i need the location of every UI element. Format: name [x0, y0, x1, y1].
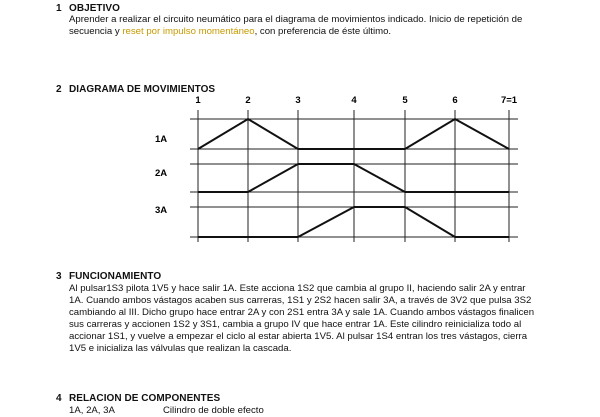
- section-4-title: RELACION DE COMPONENTES: [69, 393, 221, 404]
- objective-line-2-start: secuencia y: [69, 26, 123, 37]
- funcionamiento-line-3: cambiando al III. Dicho grupo hace entrar 2A y con 2S1 entra 3A y sale 1A. Cuando ambos vástagos finalicen: [69, 307, 535, 318]
- funcionamiento-line-1: Al pulsar1S3 pilota 1V5 y hace salir 1A. Este acciona 1S2 que cambia al grupo II, haciendo salir 2A y entrar: [69, 283, 526, 294]
- step-label-6: 6: [452, 95, 458, 106]
- section-3-title: FUNCIONAMIENTO: [69, 271, 162, 282]
- step-label-3: 3: [295, 95, 301, 106]
- funcionamiento-line-5: accionar 1S1, y vuelve a empezar el ciclo al estar abierta 1V5. Al pulsar 1S4 entran los tres vástagos, cierra: [69, 331, 528, 342]
- cylinder-label-1A: 1A: [155, 134, 168, 145]
- objective-line-2-end: , con preferencia de éste último.: [254, 26, 392, 37]
- step-label-7: 7=1: [500, 95, 518, 106]
- cylinder-label-2A: 2A: [155, 168, 168, 179]
- step-label-4: 4: [351, 95, 357, 106]
- section-3-number: 3: [56, 271, 62, 282]
- funcionamiento-line-2: 1A. Cuando ambos vástagos acaben sus carreras, 1S1 y 2S2 hacen salir 3A, a través de 3V2 que pulsa 3S2: [69, 295, 532, 306]
- component-description: Cilindro de doble efecto: [163, 405, 264, 416]
- step-label-1: 1: [195, 95, 201, 106]
- cylinder-label-3A: 3A: [155, 205, 168, 216]
- funcionamiento-line-6: 1V5 e inicializa las válvulas que realizan la cascada.: [69, 343, 292, 354]
- section-1-number: 1: [56, 3, 62, 14]
- funcionamiento-line-4: sus carreras y accionen 1S2 y 3S1, cambia a grupo IV que hace entrar 1A. Este cilindro reinicializa todo al: [69, 319, 522, 330]
- objective-highlight: reset por impulso momentáneo: [122, 26, 255, 37]
- section-4-number: 4: [56, 393, 62, 404]
- section-1-title: OBJETIVO: [69, 3, 120, 14]
- step-label-5: 5: [402, 95, 408, 106]
- section-2-number: 2: [56, 84, 62, 95]
- section-2-title: DIAGRAMA DE MOVIMIENTOS: [69, 84, 216, 95]
- component-code: 1A, 2A, 3A: [69, 405, 115, 416]
- objective-line-1: Aprender a realizar el circuito neumático para el diagrama de movimientos indicado. Inicio de repetición de: [69, 14, 523, 25]
- step-label-2: 2: [245, 95, 251, 106]
